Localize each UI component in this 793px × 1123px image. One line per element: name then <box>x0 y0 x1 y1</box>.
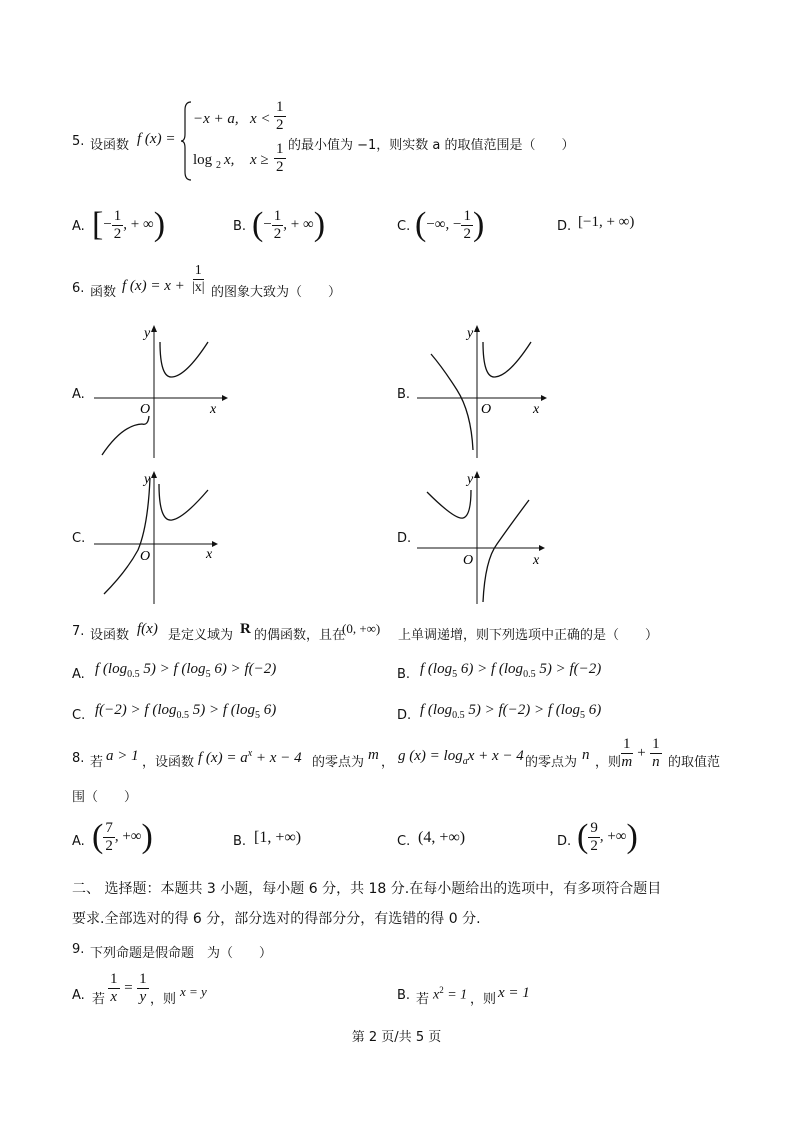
q5-number: 5. <box>72 134 85 149</box>
q9-number: 9. <box>72 942 85 957</box>
q8-p6: ，则 <box>595 755 622 770</box>
section2-line1: 二、 选择题：本题共 3 小题，每小题 6 分，共 18 分.在每小题给出的选项中，有多项符合题目 <box>72 881 662 897</box>
q9-opt-a-mid: ，则 <box>150 992 177 1007</box>
q9-opt-b-label: B. <box>397 988 411 1003</box>
q8-opt-a-label: A. <box>72 834 85 849</box>
svg-text:x: x <box>210 402 217 417</box>
q6-graph-a <box>92 320 232 460</box>
q6-graph-d-label: D. <box>397 531 412 546</box>
q5-fx: f (x) = <box>137 131 176 147</box>
q8-p2: ，设函数 <box>142 755 195 770</box>
q7-opt-c-label: C. <box>72 708 86 723</box>
q8-m: m <box>368 747 379 763</box>
q9-opt-b-x2: $x^2 = 1$ <box>433 985 468 1003</box>
q5-opt-c-label: C. <box>397 219 411 234</box>
q9-text: 下列命题是假命题 为（ ） <box>90 946 273 961</box>
q6-graph-d <box>415 466 555 606</box>
q5-half-1: $\frac{1}{2}$ <box>276 99 284 133</box>
q8-n: n <box>582 747 590 763</box>
q8-p1: 若 <box>90 755 104 770</box>
q7-text-a: 设函数 <box>90 628 130 643</box>
svg-text:x: x <box>206 547 213 562</box>
q7-text-b: 是定义域为 <box>168 628 234 643</box>
q5-opt-b-label: B. <box>233 219 247 234</box>
q7-opt-d-label: D. <box>397 708 412 723</box>
q8-f: f $(x) = a^x + x - 4$ <box>198 748 302 766</box>
q7-opt-a-label: A. <box>72 667 85 682</box>
q8-p4: ， <box>381 755 395 770</box>
q6-fx: f (x) = x + <box>122 278 185 294</box>
q8-p5: 的零点为 <box>525 755 578 770</box>
q7-opt-a: f ($\log_{0.5}$ 5) > f ($\log_5$ 6) > f(−2) <box>95 661 277 680</box>
q7-opt-d: f ($\log_{0.5}$ 5) > f(−2) > f ($\log_5$ 6) <box>420 702 602 721</box>
svg-text:O: O <box>140 402 151 417</box>
q9-opt-a-post: x = y <box>180 984 207 999</box>
q6-graph-b-label: B. <box>397 387 411 402</box>
q5-opt-a-label: A. <box>72 219 85 234</box>
svg-text:y: y <box>144 472 151 487</box>
svg-text:x: x <box>533 402 540 417</box>
q8-opt-b-label: B. <box>233 834 247 849</box>
svg-text:O: O <box>140 549 151 564</box>
q9-opt-a-eq: $\frac{1}{x}$ = $\frac{1}{y}$ <box>110 971 147 1005</box>
q5-case2-cond: x ≥ <box>250 152 269 168</box>
q5-case1-expr: −x + a, <box>193 111 239 127</box>
q6-frac: $\frac{1}{|x|}$ <box>192 263 205 295</box>
q7-opt-b-label: B. <box>397 667 411 682</box>
q6-graph-c <box>92 466 232 606</box>
svg-text:y: y <box>144 326 151 341</box>
q5-case2-var: x, <box>224 152 235 168</box>
q5-brace <box>181 100 193 182</box>
q5-case1-cond: x < <box>250 111 271 127</box>
q5-half-2: $\frac{1}{2}$ <box>276 141 284 175</box>
q6-graph-c-label: C. <box>72 531 86 546</box>
q8-expr: $\frac{1}{m}$ + $\frac{1}{n}$ <box>621 736 660 770</box>
svg-text:x: x <box>533 553 540 568</box>
q7-opt-b: f ($\log_5$ 6) > f ($\log_{0.5}$ 5) > f(−2) <box>420 661 602 680</box>
q8-opt-b: [1, +∞) <box>254 829 302 846</box>
q7-fx: f(x) <box>137 621 158 637</box>
page-footer: 第 2 页/共 5 页 <box>351 1030 442 1045</box>
q9-opt-a-label: A. <box>72 988 85 1003</box>
q5-opt-a: [− $\frac{1}{2}$ , + ∞) <box>92 206 166 243</box>
section2-line2: 要求.全部选对的得 6 分，部分选对的得部分分，有选错的得 0 分. <box>72 911 481 927</box>
q5-case2-sub: 2 <box>216 160 221 171</box>
q5-opt-d-label: D. <box>557 219 572 234</box>
q5-suffix: 的最小值为 −1，则实数 a 的取值范围是（ ） <box>288 138 575 153</box>
q5-opt-b: (− $\frac{1}{2}$ , + ∞) <box>252 206 326 243</box>
q8-p3: 的零点为 <box>312 755 365 770</box>
q7-text-d: 上单调递增，则下列选项中正确的是（ ） <box>398 628 659 643</box>
q9-opt-b-mid: ，则 <box>470 992 497 1007</box>
q7-R: R <box>240 621 251 637</box>
svg-text:y: y <box>467 326 474 341</box>
q8-g: g $(x) = \log_ax + x - 4$ <box>398 748 524 767</box>
q5-opt-d: [−1, + ∞) <box>578 214 635 230</box>
svg-text:O: O <box>463 553 474 568</box>
q9-opt-b-pre: 若 <box>416 992 430 1007</box>
svg-text:y: y <box>467 472 474 487</box>
q7-number: 7. <box>72 624 85 639</box>
q7-text-c: 的偶函数，且在 <box>254 628 346 643</box>
q8-opt-a: ( $\frac{7}{2}$ , +∞) <box>92 818 153 855</box>
q8-opt-c: (4, +∞) <box>418 829 466 846</box>
q5-opt-c: (−∞, − $\frac{1}{2}$ ) <box>415 206 485 243</box>
q6-graph-a-label: A. <box>72 387 85 402</box>
q9-opt-b-post: x = 1 <box>498 985 530 1001</box>
q7-interval: (0, +∞) <box>342 621 381 636</box>
q6-suffix: 的图象大致为（ ） <box>211 285 342 300</box>
q8-cond: a > 1 <box>106 748 139 764</box>
q5-case2-log: log <box>193 152 213 168</box>
q5-prefix: 设函数 <box>90 138 130 153</box>
q6-graph-b <box>415 320 555 460</box>
q7-opt-c: f(−2) > f ($\log_{0.5}$ 5) > f ($\log_5$ 6) <box>95 702 277 721</box>
q8-opt-d: ( $\frac{9}{2}$ , +∞) <box>577 818 638 855</box>
q8-p7: 的取值范 <box>668 755 721 770</box>
q8-p8: 围（ ） <box>72 790 138 805</box>
q9-opt-a-pre: 若 <box>92 992 106 1007</box>
q6-number: 6. <box>72 281 85 296</box>
q6-prefix: 函数 <box>90 285 117 300</box>
svg-text:O: O <box>481 402 492 417</box>
q8-opt-c-label: C. <box>397 834 411 849</box>
q8-number: 8. <box>72 751 85 766</box>
q8-opt-d-label: D. <box>557 834 572 849</box>
